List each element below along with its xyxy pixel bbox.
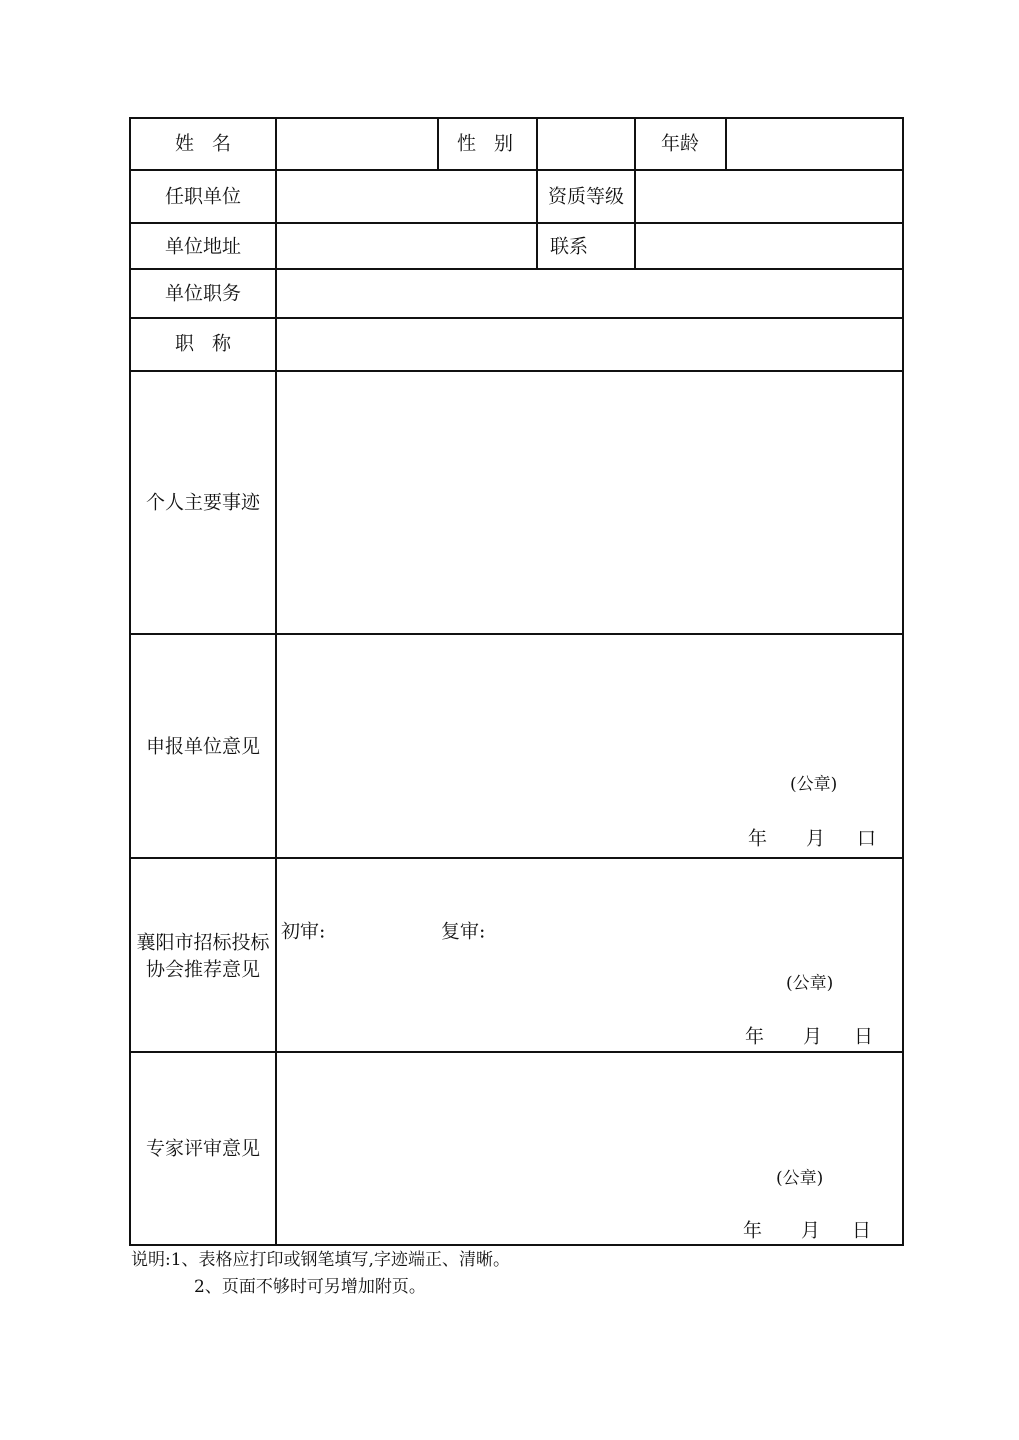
contact-label: 联系 bbox=[550, 235, 589, 258]
unit-opinion-field[interactable] bbox=[278, 635, 901, 856]
gender-field[interactable] bbox=[539, 119, 633, 169]
col-divider bbox=[725, 117, 727, 170]
association-label-line2: 协会推荐意见 bbox=[145, 958, 261, 981]
association-date-month: 月 bbox=[803, 1025, 823, 1048]
expert-label: 专家评审意见 bbox=[145, 1137, 261, 1160]
table-border-bottom bbox=[129, 1244, 904, 1246]
row-divider bbox=[129, 857, 904, 859]
note-line-2: 2、页面不够时可另增加附页。 bbox=[194, 1277, 426, 1297]
employer-field[interactable] bbox=[278, 171, 535, 221]
address-label: 单位地址 bbox=[164, 235, 242, 258]
association-label-line1: 襄阳市招标投标 bbox=[136, 931, 270, 954]
unit-date-month: 月 bbox=[806, 827, 826, 850]
employer-label: 任职单位 bbox=[164, 185, 242, 208]
age-field[interactable] bbox=[728, 119, 901, 169]
unit-date-day: 口 bbox=[857, 827, 877, 850]
second-review-label: 复审: bbox=[441, 920, 486, 943]
unit-opinion-label: 申报单位意见 bbox=[145, 735, 261, 758]
expert-date-month: 月 bbox=[801, 1219, 821, 1242]
achievements-label: 个人主要事迹 bbox=[145, 491, 261, 514]
unit-seal: (公章) bbox=[790, 774, 838, 795]
col-divider bbox=[634, 117, 636, 270]
title-label: 职称 bbox=[174, 332, 250, 355]
contact-field[interactable] bbox=[637, 224, 901, 267]
first-review-label: 初审: bbox=[281, 920, 326, 943]
age-label: 年龄 bbox=[660, 132, 700, 155]
address-field[interactable] bbox=[278, 224, 535, 267]
position-label: 单位职务 bbox=[164, 282, 242, 305]
position-field[interactable] bbox=[278, 270, 901, 316]
name-label: 姓名 bbox=[174, 132, 250, 155]
expert-seal: (公章) bbox=[776, 1168, 824, 1189]
unit-date-year: 年 bbox=[748, 827, 768, 850]
expert-field[interactable] bbox=[278, 1053, 901, 1243]
col-divider bbox=[536, 117, 538, 270]
expert-date-year: 年 bbox=[743, 1219, 763, 1242]
achievements-field[interactable] bbox=[278, 372, 901, 632]
association-date-year: 年 bbox=[745, 1025, 765, 1048]
table-border-left bbox=[129, 117, 131, 1246]
name-field[interactable] bbox=[278, 119, 436, 169]
association-date-day: 日 bbox=[854, 1025, 874, 1048]
qualification-label: 资质等级 bbox=[547, 185, 625, 208]
col-divider bbox=[437, 117, 439, 170]
expert-date-day: 日 bbox=[852, 1219, 872, 1242]
col-divider bbox=[275, 117, 277, 1246]
association-seal: (公章) bbox=[786, 973, 834, 994]
gender-label: 性别 bbox=[456, 132, 532, 155]
table-border-right bbox=[902, 117, 904, 1246]
note-line-1: 说明:1、表格应打印或钢笔填写,字迹端正、清晰。 bbox=[131, 1250, 510, 1270]
title-field[interactable] bbox=[278, 319, 901, 369]
qualification-field[interactable] bbox=[637, 171, 901, 221]
